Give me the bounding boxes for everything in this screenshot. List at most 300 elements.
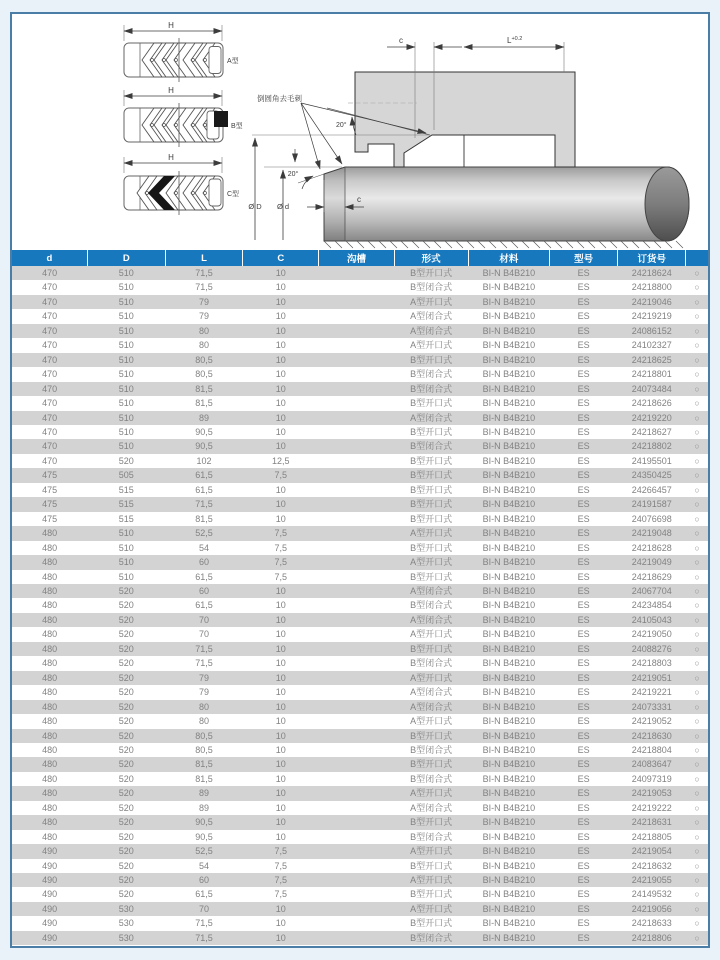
table-row bbox=[12, 772, 708, 786]
col-D: 520 bbox=[87, 584, 165, 598]
col-model: ES bbox=[549, 468, 617, 482]
col-d: 475 bbox=[12, 497, 87, 511]
col-C: 10 bbox=[275, 340, 286, 351]
col-D: 520 bbox=[87, 700, 165, 714]
col-model: ES bbox=[577, 369, 590, 380]
col-L: 80,5 bbox=[165, 729, 242, 743]
col-groove bbox=[319, 772, 394, 786]
col-D: 510 bbox=[87, 266, 165, 280]
col-groove bbox=[319, 295, 394, 309]
col-material: BI-N B4B210 bbox=[468, 815, 549, 829]
col-d: 470 bbox=[12, 295, 87, 309]
col-groove bbox=[319, 743, 394, 757]
availability-mark: ○ bbox=[694, 600, 700, 611]
col-d: 490 bbox=[12, 902, 87, 916]
col-L: 81,5 bbox=[165, 382, 242, 396]
table-row bbox=[12, 280, 708, 294]
col-d: 480 bbox=[42, 542, 58, 553]
col-type: B型闭合式 bbox=[410, 658, 453, 669]
col-order-no: 24218804 bbox=[631, 744, 672, 755]
table-row bbox=[12, 916, 708, 930]
table-row bbox=[12, 309, 708, 323]
availability-mark: ○ bbox=[686, 873, 708, 887]
col-material: BI-N B4B210 bbox=[468, 786, 549, 800]
col-model: ES bbox=[577, 744, 590, 755]
col-order-no: 24218633 bbox=[631, 918, 672, 929]
col-groove bbox=[319, 425, 394, 439]
col-order-no: 24219056 bbox=[618, 902, 686, 916]
col-C: 7,5 bbox=[243, 555, 319, 569]
col-L: 81,5 bbox=[195, 398, 213, 409]
col-order-no: 24073331 bbox=[618, 700, 686, 714]
table-row bbox=[12, 512, 708, 526]
col-groove bbox=[319, 714, 394, 728]
col-d: 480 bbox=[12, 613, 87, 627]
col-d: 480 bbox=[42, 629, 58, 640]
col-model: ES bbox=[577, 773, 590, 784]
col-order-no: 24086152 bbox=[618, 324, 686, 338]
availability-mark: ○ bbox=[694, 369, 700, 380]
col-type: B型闭合式 bbox=[394, 931, 468, 945]
col-order-no: 24218630 bbox=[618, 729, 686, 743]
col-D: 510 bbox=[118, 571, 134, 582]
col-L: 79 bbox=[165, 671, 242, 685]
col-order-no: 24097319 bbox=[631, 773, 672, 784]
col-C: 10 bbox=[275, 658, 286, 669]
dim-c-top: c bbox=[399, 36, 403, 45]
col-groove bbox=[319, 512, 394, 526]
col-groove bbox=[319, 541, 394, 555]
col-D: 515 bbox=[118, 513, 134, 524]
col-C: 10 bbox=[243, 439, 319, 453]
col-L: 52,5 bbox=[165, 844, 242, 858]
col-material: BI-N B4B210 bbox=[468, 266, 549, 280]
drawing-svg bbox=[12, 14, 708, 250]
dim-h-a: H bbox=[168, 21, 174, 30]
col-material: BI-N B4B210 bbox=[482, 484, 536, 495]
col-groove bbox=[319, 627, 394, 641]
col-material: BI-N B4B210 bbox=[482, 802, 536, 813]
col-model: ES bbox=[549, 411, 617, 425]
col-D: 520 bbox=[118, 860, 134, 871]
col-d: 480 bbox=[12, 757, 87, 771]
col-material: BI-N B4B210 bbox=[482, 860, 536, 871]
col-material: BI-N B4B210 bbox=[482, 744, 536, 755]
col-d: 480 bbox=[42, 744, 58, 755]
col-groove bbox=[319, 685, 394, 699]
col-model: ES bbox=[549, 266, 617, 280]
col-material: BI-N B4B210 bbox=[482, 426, 536, 437]
col-type: B型开口式 bbox=[410, 918, 453, 929]
col-L: 70 bbox=[199, 629, 210, 640]
shaft bbox=[324, 167, 689, 241]
col-order-no: 24219049 bbox=[618, 555, 686, 569]
col-material: BI-N B4B210 bbox=[468, 526, 549, 540]
col-order-no: 24219219 bbox=[631, 311, 672, 322]
col-C: 10 bbox=[275, 773, 286, 784]
col-D: 520 bbox=[87, 786, 165, 800]
col-L: 80,5 bbox=[195, 369, 213, 380]
col-material: BI-N B4B210 bbox=[468, 555, 549, 569]
col-groove bbox=[319, 757, 394, 771]
col-material: BI-N B4B210 bbox=[482, 629, 536, 640]
col-D: 520 bbox=[118, 629, 134, 640]
col-model: ES bbox=[577, 426, 590, 437]
col-model: ES bbox=[577, 687, 590, 698]
col-d: 470 bbox=[42, 282, 58, 293]
col-groove bbox=[319, 902, 394, 916]
col-order-no: 24218624 bbox=[618, 266, 686, 280]
col-d: 480 bbox=[42, 802, 58, 813]
availability-mark: ○ bbox=[686, 324, 708, 338]
col-order-no: 24218806 bbox=[618, 931, 686, 945]
col-L: 60 bbox=[165, 555, 242, 569]
seal-type-b-label: B型 bbox=[231, 123, 243, 130]
col-model: ES bbox=[549, 382, 617, 396]
col-model: ES bbox=[577, 282, 590, 293]
col-C: 10 bbox=[243, 786, 319, 800]
col-type: A型开口式 bbox=[394, 555, 468, 569]
col-C: 10 bbox=[275, 484, 286, 495]
col-groove bbox=[319, 786, 394, 800]
table-row bbox=[12, 454, 708, 468]
header-col-order-no: 订货号 bbox=[618, 250, 686, 266]
col-material: BI-N B4B210 bbox=[468, 671, 549, 685]
availability-mark: ○ bbox=[694, 571, 700, 582]
col-model: ES bbox=[549, 555, 617, 569]
col-d: 480 bbox=[12, 729, 87, 743]
col-groove bbox=[319, 411, 394, 425]
col-order-no: 24219052 bbox=[631, 716, 672, 727]
col-order-no: 24088276 bbox=[618, 642, 686, 656]
col-model: ES bbox=[577, 918, 590, 929]
col-d: 470 bbox=[42, 426, 58, 437]
col-D: 510 bbox=[118, 282, 134, 293]
col-L: 71,5 bbox=[165, 642, 242, 656]
col-d: 470 bbox=[12, 382, 87, 396]
col-L: 89 bbox=[165, 411, 242, 425]
availability-mark: ○ bbox=[694, 860, 700, 871]
col-material: BI-N B4B210 bbox=[468, 931, 549, 945]
col-type: B型开口式 bbox=[394, 353, 468, 367]
col-type: A型开口式 bbox=[394, 873, 468, 887]
col-material: BI-N B4B210 bbox=[482, 600, 536, 611]
col-C: 10 bbox=[243, 295, 319, 309]
col-C: 10 bbox=[275, 426, 286, 437]
col-groove bbox=[319, 338, 394, 352]
col-material: BI-N B4B210 bbox=[482, 542, 536, 553]
col-order-no: 24105043 bbox=[618, 613, 686, 627]
col-groove bbox=[319, 801, 394, 815]
col-C: 7,5 bbox=[274, 571, 287, 582]
col-D: 520 bbox=[87, 873, 165, 887]
seal-type-a-label: A型 bbox=[227, 58, 239, 65]
col-material: BI-N B4B210 bbox=[482, 716, 536, 727]
col-material: BI-N B4B210 bbox=[468, 902, 549, 916]
availability-mark: ○ bbox=[694, 889, 700, 900]
col-order-no: 24218629 bbox=[631, 571, 672, 582]
seal-stack-c bbox=[124, 153, 239, 215]
col-D: 520 bbox=[87, 844, 165, 858]
col-groove bbox=[319, 671, 394, 685]
col-type: B型开口式 bbox=[410, 484, 453, 495]
col-D: 520 bbox=[87, 815, 165, 829]
col-type: A型闭合式 bbox=[394, 700, 468, 714]
col-d: 480 bbox=[12, 786, 87, 800]
availability-mark: ○ bbox=[686, 468, 708, 482]
col-C: 10 bbox=[243, 815, 319, 829]
col-material: BI-N B4B210 bbox=[468, 295, 549, 309]
col-C: 10 bbox=[243, 613, 319, 627]
col-order-no: 24234854 bbox=[631, 600, 672, 611]
col-D: 510 bbox=[87, 382, 165, 396]
availability-mark: ○ bbox=[686, 584, 708, 598]
col-L: 61,5 bbox=[195, 571, 213, 582]
col-model: ES bbox=[577, 484, 590, 495]
col-C: 10 bbox=[243, 266, 319, 280]
col-groove bbox=[319, 570, 394, 584]
col-D: 520 bbox=[118, 455, 134, 466]
col-groove bbox=[319, 483, 394, 497]
col-L: 80 bbox=[199, 716, 210, 727]
availability-mark: ○ bbox=[686, 411, 708, 425]
col-C: 7,5 bbox=[274, 860, 287, 871]
seal-type-c-label: C型 bbox=[227, 191, 240, 198]
col-type: B型开口式 bbox=[394, 497, 468, 511]
availability-mark: ○ bbox=[686, 671, 708, 685]
col-D: 510 bbox=[87, 439, 165, 453]
col-C: 10 bbox=[243, 700, 319, 714]
col-order-no: 24149532 bbox=[631, 889, 672, 900]
col-type: B型开口式 bbox=[394, 642, 468, 656]
table-row bbox=[12, 859, 708, 873]
col-type: B型开口式 bbox=[410, 860, 453, 871]
col-material: BI-N B4B210 bbox=[482, 831, 536, 842]
col-order-no: 24067704 bbox=[618, 584, 686, 598]
col-L: 81,5 bbox=[165, 757, 242, 771]
col-groove bbox=[319, 887, 394, 901]
table-row bbox=[12, 642, 708, 656]
ground-hatching bbox=[324, 241, 683, 248]
availability-mark: ○ bbox=[694, 918, 700, 929]
table-row bbox=[12, 902, 708, 916]
col-model: ES bbox=[577, 600, 590, 611]
col-d: 470 bbox=[12, 411, 87, 425]
col-groove bbox=[319, 613, 394, 627]
availability-mark: ○ bbox=[686, 931, 708, 945]
availability-mark: ○ bbox=[694, 831, 700, 842]
installation-drawing bbox=[248, 36, 689, 248]
col-d: 480 bbox=[12, 671, 87, 685]
col-model: ES bbox=[577, 571, 590, 582]
table-row bbox=[12, 382, 708, 396]
table-row bbox=[12, 468, 708, 482]
col-material: BI-N B4B210 bbox=[468, 324, 549, 338]
spec-table-body bbox=[12, 266, 708, 945]
col-L: 71,5 bbox=[165, 497, 242, 511]
col-groove bbox=[319, 642, 394, 656]
col-d: 490 bbox=[42, 918, 58, 929]
header-col-availability bbox=[686, 250, 708, 266]
col-order-no: 24195501 bbox=[631, 455, 672, 466]
col-model: ES bbox=[577, 629, 590, 640]
availability-mark: ○ bbox=[686, 439, 708, 453]
col-D: 510 bbox=[118, 369, 134, 380]
col-D: 510 bbox=[87, 295, 165, 309]
col-L: 81,5 bbox=[195, 773, 213, 784]
col-L: 80,5 bbox=[165, 353, 242, 367]
col-material: BI-N B4B210 bbox=[468, 757, 549, 771]
col-C: 10 bbox=[275, 744, 286, 755]
col-type: A型开口式 bbox=[394, 786, 468, 800]
table-row bbox=[12, 700, 708, 714]
col-material: BI-N B4B210 bbox=[468, 382, 549, 396]
col-material: BI-N B4B210 bbox=[482, 889, 536, 900]
availability-mark: ○ bbox=[686, 613, 708, 627]
col-groove bbox=[319, 700, 394, 714]
col-model: ES bbox=[549, 757, 617, 771]
col-material: BI-N B4B210 bbox=[482, 918, 536, 929]
col-material: BI-N B4B210 bbox=[468, 642, 549, 656]
col-groove bbox=[319, 844, 394, 858]
col-model: ES bbox=[549, 642, 617, 656]
shaft-end-cap bbox=[645, 167, 689, 241]
availability-mark: ○ bbox=[686, 729, 708, 743]
availability-mark: ○ bbox=[694, 513, 700, 524]
col-d: 480 bbox=[42, 600, 58, 611]
col-L: 80 bbox=[165, 324, 242, 338]
header-col-material: 材料 bbox=[468, 250, 549, 266]
col-d: 490 bbox=[12, 931, 87, 945]
col-d: 475 bbox=[42, 484, 58, 495]
col-C: 12,5 bbox=[271, 455, 290, 466]
col-model: ES bbox=[577, 802, 590, 813]
col-D: 520 bbox=[118, 773, 134, 784]
table-row bbox=[12, 324, 708, 338]
col-model: ES bbox=[577, 860, 590, 871]
col-C: 10 bbox=[243, 497, 319, 511]
col-groove bbox=[319, 584, 394, 598]
col-order-no: 24218632 bbox=[631, 860, 672, 871]
col-model: ES bbox=[577, 716, 590, 727]
col-material: BI-N B4B210 bbox=[468, 613, 549, 627]
header-col-model: 型号 bbox=[549, 250, 617, 266]
col-model: ES bbox=[549, 844, 617, 858]
col-d: 480 bbox=[12, 815, 87, 829]
availability-mark: ○ bbox=[694, 542, 700, 553]
col-type: B型开口式 bbox=[410, 398, 453, 409]
col-type: B型开口式 bbox=[410, 571, 453, 582]
col-model: ES bbox=[577, 513, 590, 524]
col-D: 510 bbox=[118, 311, 134, 322]
col-order-no: 24218628 bbox=[631, 542, 672, 553]
col-D: 530 bbox=[87, 902, 165, 916]
col-D: 530 bbox=[118, 918, 134, 929]
availability-mark: ○ bbox=[686, 757, 708, 771]
col-type: B型开口式 bbox=[410, 513, 453, 524]
col-L: 71,5 bbox=[195, 282, 213, 293]
col-order-no: 24218805 bbox=[631, 831, 672, 842]
col-type: B型开口式 bbox=[394, 266, 468, 280]
col-groove bbox=[319, 266, 394, 280]
col-model: ES bbox=[549, 931, 617, 945]
col-model: ES bbox=[577, 889, 590, 900]
col-material: BI-N B4B210 bbox=[468, 439, 549, 453]
col-order-no: 24218627 bbox=[631, 426, 672, 437]
dim-l: $L^{+0.2}$ bbox=[507, 36, 523, 45]
seal-stack-a bbox=[124, 21, 239, 82]
col-model: ES bbox=[577, 455, 590, 466]
col-type: B型闭合式 bbox=[394, 382, 468, 396]
header-col-C: C bbox=[243, 250, 319, 266]
table-row bbox=[12, 338, 708, 352]
availability-mark: ○ bbox=[694, 340, 700, 351]
col-order-no: 24076698 bbox=[631, 513, 672, 524]
availability-mark: ○ bbox=[694, 426, 700, 437]
table-row bbox=[12, 801, 708, 815]
col-C: 10 bbox=[243, 584, 319, 598]
col-L: 81,5 bbox=[195, 513, 213, 524]
col-type: B型闭合式 bbox=[410, 369, 453, 380]
col-material: BI-N B4B210 bbox=[482, 658, 536, 669]
col-D: 510 bbox=[118, 542, 134, 553]
col-C: 10 bbox=[243, 411, 319, 425]
col-groove bbox=[319, 873, 394, 887]
col-type: B型开口式 bbox=[410, 455, 453, 466]
availability-mark: ○ bbox=[686, 642, 708, 656]
col-d: 475 bbox=[42, 513, 58, 524]
col-D: 520 bbox=[87, 729, 165, 743]
col-d: 470 bbox=[42, 340, 58, 351]
col-type: B型开口式 bbox=[410, 542, 453, 553]
table-row bbox=[12, 526, 708, 540]
table-row bbox=[12, 367, 708, 381]
col-order-no: 24218803 bbox=[631, 658, 672, 669]
table-row bbox=[12, 786, 708, 800]
col-groove bbox=[319, 729, 394, 743]
table-row bbox=[12, 483, 708, 497]
table-row bbox=[12, 555, 708, 569]
col-model: ES bbox=[577, 542, 590, 553]
col-model: ES bbox=[577, 398, 590, 409]
col-material: BI-N B4B210 bbox=[482, 513, 536, 524]
col-L: 90,5 bbox=[195, 831, 213, 842]
col-C: 10 bbox=[243, 642, 319, 656]
col-D: 520 bbox=[87, 757, 165, 771]
col-groove bbox=[319, 324, 394, 338]
dim-h-b: H bbox=[168, 86, 174, 95]
availability-mark: ○ bbox=[694, 658, 700, 669]
table-row bbox=[12, 685, 708, 699]
header-col-d: d bbox=[12, 250, 87, 266]
col-order-no: 24218800 bbox=[631, 282, 672, 293]
col-model: ES bbox=[577, 311, 590, 322]
col-type: B型开口式 bbox=[394, 815, 468, 829]
col-groove bbox=[319, 830, 394, 844]
table-row bbox=[12, 844, 708, 858]
col-type: A型闭合式 bbox=[394, 324, 468, 338]
availability-mark: ○ bbox=[694, 282, 700, 293]
col-groove bbox=[319, 309, 394, 323]
col-C: 7,5 bbox=[243, 873, 319, 887]
col-d: 470 bbox=[12, 266, 87, 280]
col-order-no: 24219048 bbox=[618, 526, 686, 540]
col-C: 10 bbox=[243, 931, 319, 945]
col-type: A型开口式 bbox=[410, 716, 453, 727]
availability-mark: ○ bbox=[686, 266, 708, 280]
table-row bbox=[12, 396, 708, 410]
col-C: 10 bbox=[243, 382, 319, 396]
